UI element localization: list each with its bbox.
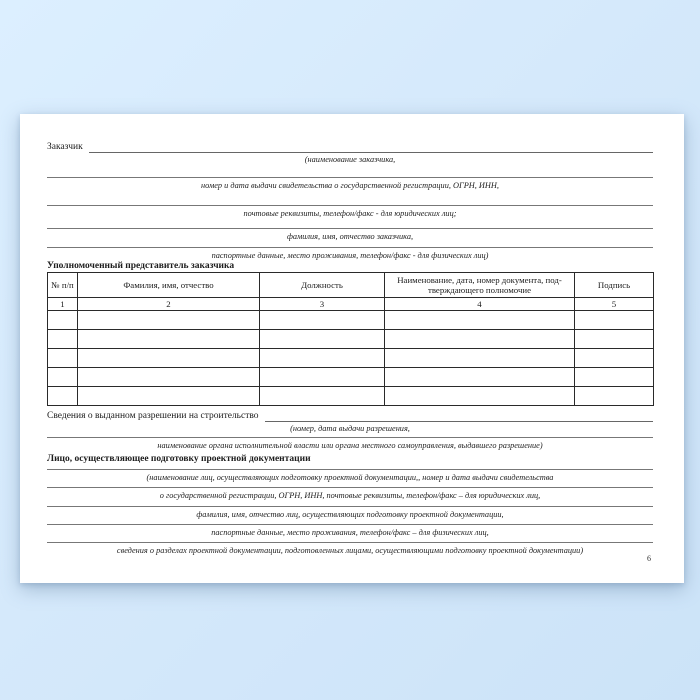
table-cell [78,368,260,387]
field-caption: фамилия, имя, отчество лиц, осуществляющих подготовку проектной документации, [196,510,504,519]
table-cell [385,330,575,349]
table-cell [575,368,654,387]
table-row [48,330,654,349]
table-cell [48,330,78,349]
field-caption: (номер, дата выдачи разрешения, [290,424,410,433]
table-row [48,311,654,330]
field-caption: почтовые реквизиты, телефон/факс - для юридических лиц; [243,209,457,218]
blank-field-line [47,228,653,229]
table-header-row [48,273,654,298]
customer-blank-line [89,140,653,153]
table-row [48,349,654,368]
blank-field-line [47,542,653,543]
field-caption: паспортные данные, место проживания, телефон/факс – для физических лиц, [211,528,489,537]
blank-field-line [47,506,653,507]
table-cell [385,368,575,387]
document-sheet [20,114,684,583]
field-caption: паспортные данные, место проживания, телефон/факс - для физических лиц) [211,251,489,260]
table-column-number: 1 [48,298,78,311]
blank-field-line [47,177,653,178]
field-caption: сведения о разделах проектной документации, подготовленных лицами, осуществляющими подготовку проектной документации) [116,546,584,555]
table-cell [385,387,575,406]
field-caption: о государственной регистрации, ОГРН, ИНН, почтовые реквизиты, телефон/факс – для юридических лиц, [159,491,541,500]
table-cell [78,330,260,349]
table-cell [78,387,260,406]
table-row [48,387,654,406]
table-cell [78,349,260,368]
table-cell [260,311,385,330]
page-number: 6 [647,554,651,563]
field-caption: (наименование лиц, осуществляющих подготовку проектной документации,, номер и дата выдачи свидетельства [146,473,554,482]
designer-section-title: Лицо, осуществляющее подготовку проектной документации [47,454,311,464]
representatives-table [47,272,654,406]
table-cell [48,368,78,387]
table-header-cell: № п/п [48,273,78,298]
table-cell [48,387,78,406]
blank-field-line [47,469,653,470]
table-cell [575,387,654,406]
table-row [48,368,654,387]
field-caption: (наименование заказчика, [304,155,396,164]
table-cell [48,349,78,368]
blank-field-line [47,437,653,438]
customer-field-row [47,140,653,153]
form-content [47,114,653,583]
table-cell [385,311,575,330]
table-cell [48,311,78,330]
permit-blank-line [265,409,653,422]
table-cell [260,368,385,387]
table-column-number: 5 [575,298,654,311]
table-cell [575,311,654,330]
table-column-numbers-row [48,298,654,311]
blank-field-line [47,247,653,248]
table-cell [260,330,385,349]
field-caption: наименование органа исполнительной власти или органа местного самоуправления, выдавшего разрешение) [157,441,543,450]
table-header-cell: Наименование, дата, номер документа, подтверждающего полномочие [385,273,575,298]
table-header-cell: Должность [260,273,385,298]
table-cell [575,349,654,368]
table-header-cell: Фамилия, имя, отчество [78,273,260,298]
blank-field-line [47,524,653,525]
customer-label: Заказчик [47,142,83,152]
field-caption: фамилия, имя, отчество заказчика, [286,232,414,241]
table-column-number: 2 [78,298,260,311]
table-cell [260,387,385,406]
permit-field-row [47,409,653,422]
representative-section-title: Уполномоченный представитель заказчика [47,261,235,271]
table-column-number: 3 [260,298,385,311]
blank-field-line [47,487,653,488]
table-header-cell: Подпись [575,273,654,298]
blank-field-line [47,205,653,206]
table-cell [385,349,575,368]
table-cell [78,311,260,330]
field-caption: номер и дата выдачи свидетельства о государственной регистрации, ОГРН, ИНН, [201,181,499,190]
table-cell [260,349,385,368]
table-column-number: 4 [385,298,575,311]
table-cell [575,330,654,349]
permit-label: Сведения о выданном разрешении на строительство [47,411,259,421]
